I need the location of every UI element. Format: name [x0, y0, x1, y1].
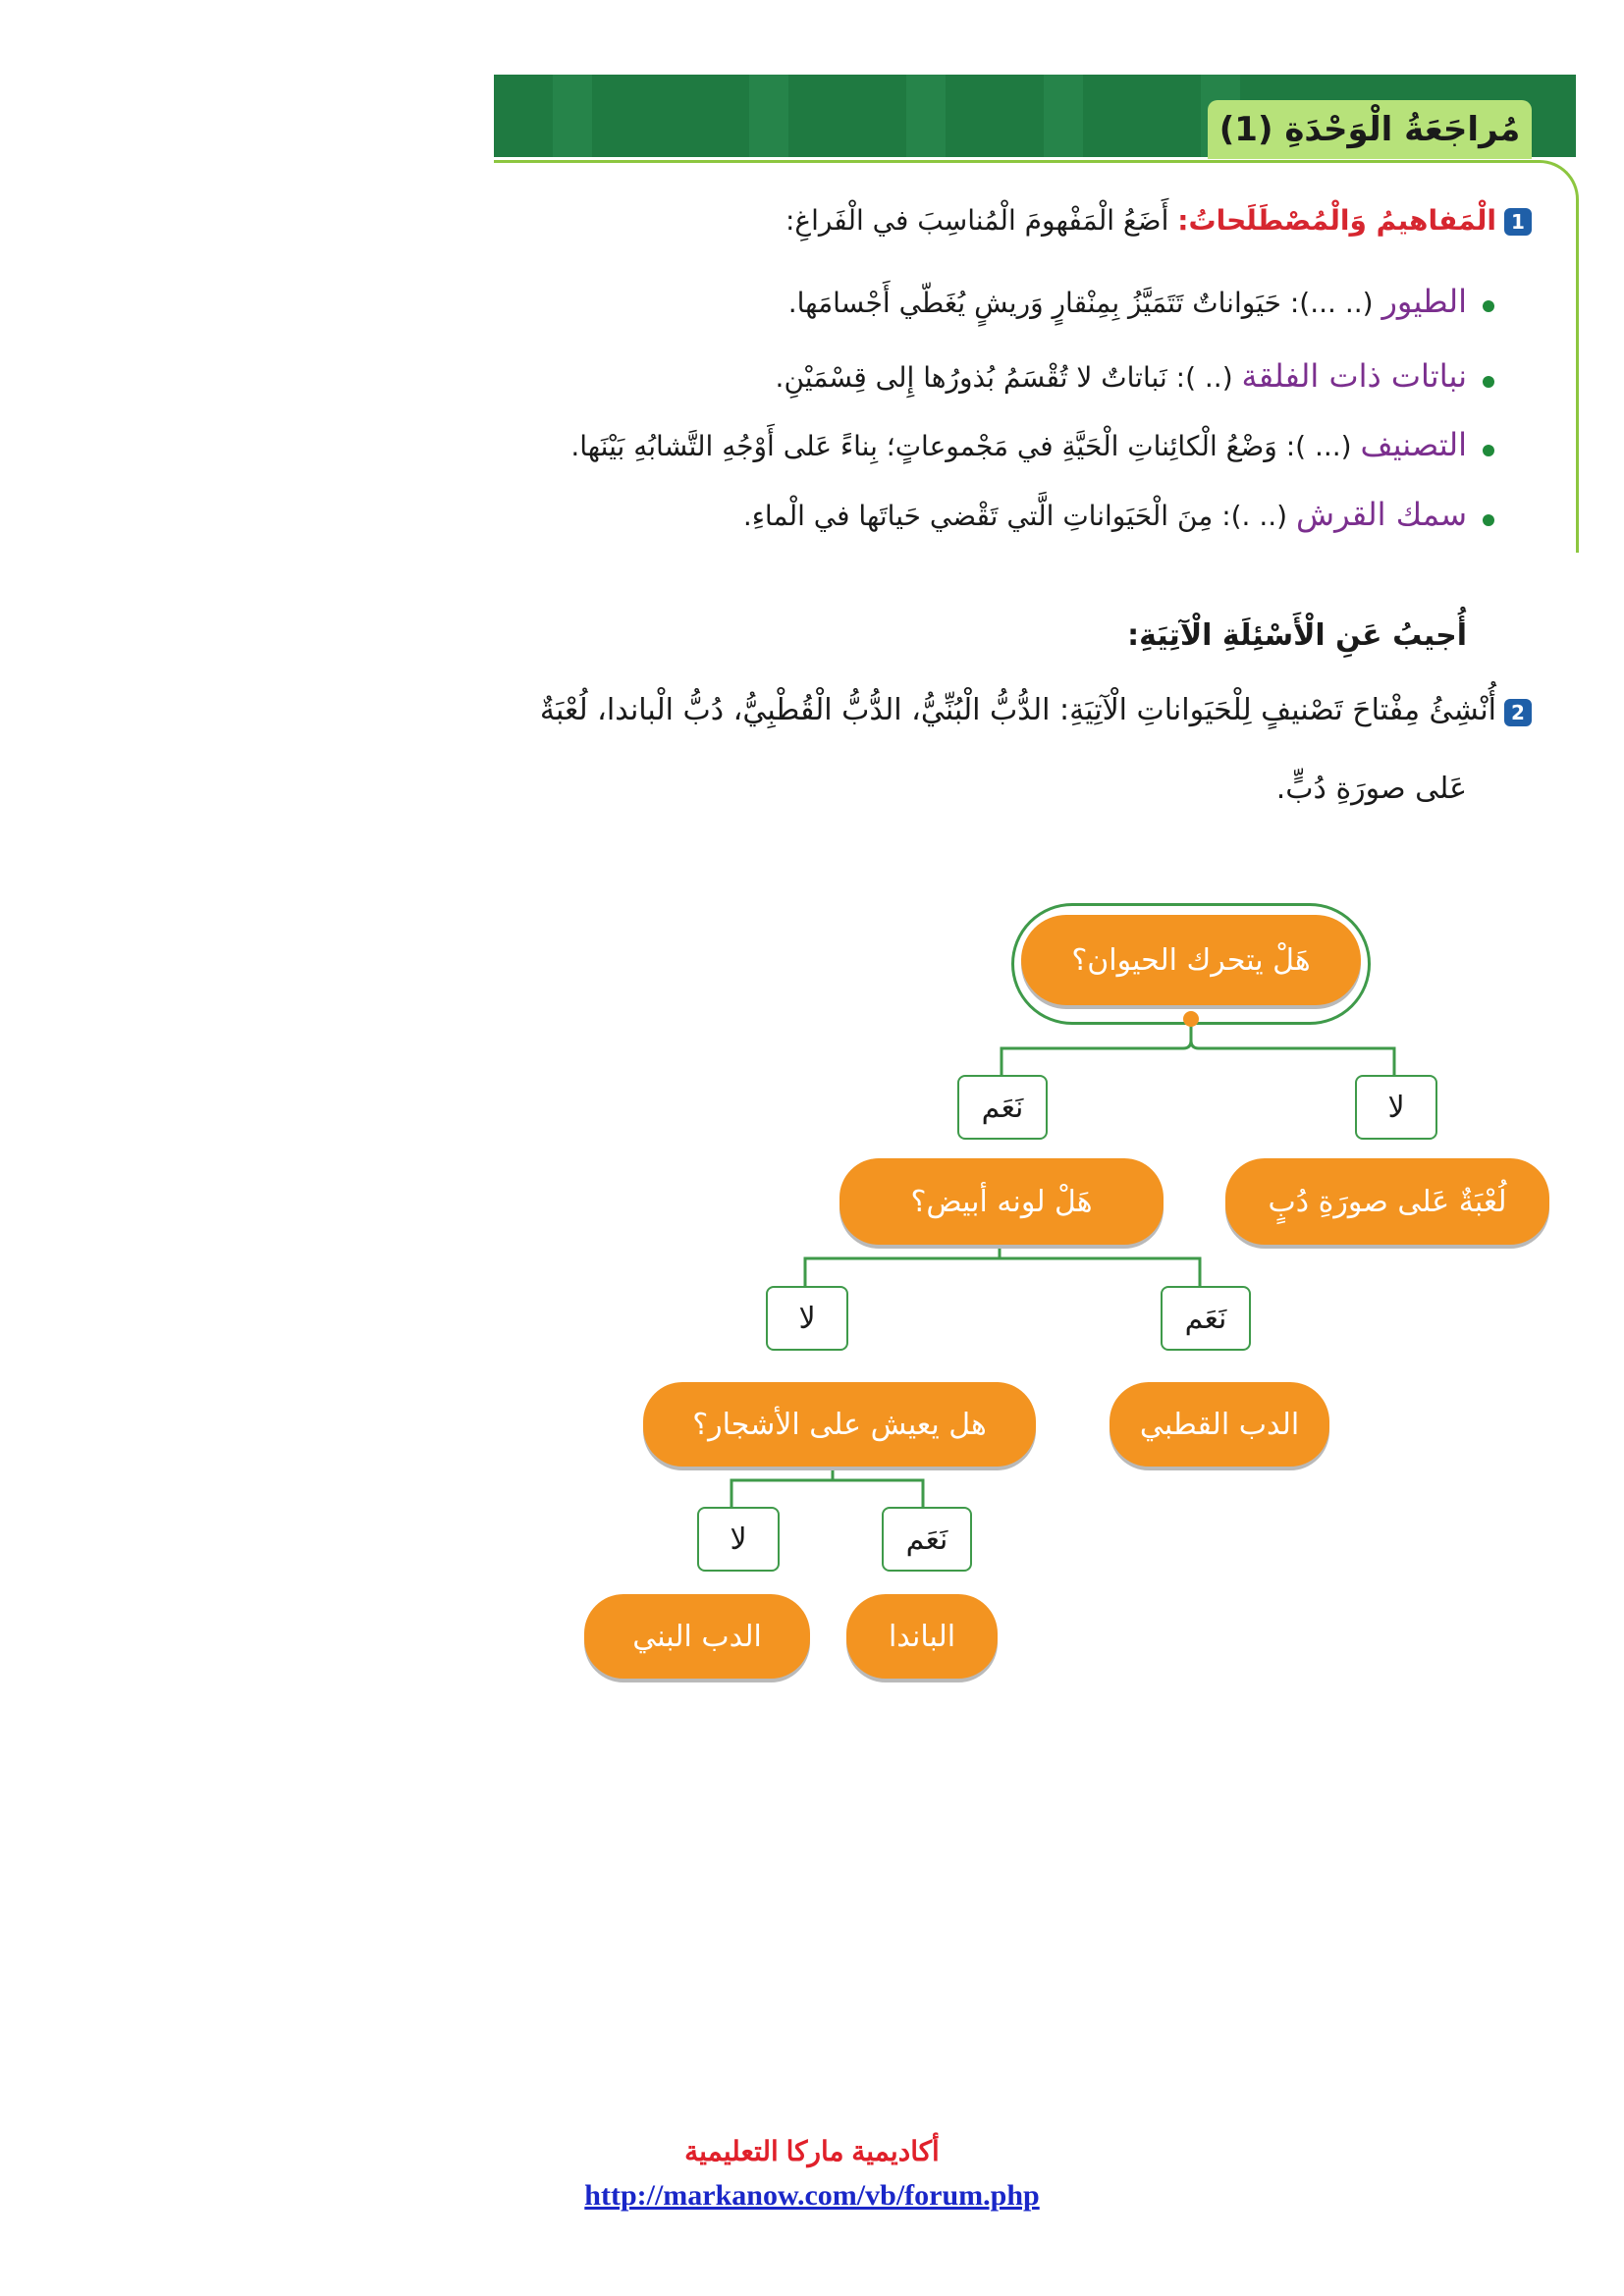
- question-is-white: هَلْ لونه أبيض؟: [839, 1158, 1164, 1245]
- footer-forum-link[interactable]: http://markanow.com/vb/forum.php: [584, 2179, 1040, 2212]
- concept-text-2: (.. ): نَباتاتٌ لا تُقْسَمُ بُذورُها إِلى قِسْمَيْنِ.: [775, 361, 1233, 394]
- concept-answer-2: نباتات ذات الفلقة: [1241, 357, 1467, 395]
- section-1-badge: 1: [1504, 208, 1532, 236]
- concept-text-4: (.. .): مِنَ الْحَيَواناتِ الَّتي تَقْضي حَياتَها في الْماءِ.: [742, 500, 1288, 532]
- label-yes-trees: نَعَم: [882, 1507, 972, 1572]
- section-1-instruction: أَضَعُ الْمَفْهومَ الْمُناسِبَ في الْفَراغِ:: [785, 204, 1169, 237]
- section-1-heading: الْمَفاهيمُ وَالْمُصْطَلَحاتُ:: [1177, 204, 1496, 237]
- label-yes-moves: نَعَم: [957, 1075, 1048, 1140]
- concept-answer-1: الطيور: [1381, 283, 1467, 320]
- leaf-toy-bear: لُعْبَةٌ عَلى صورَةِ دُبٍ: [1225, 1158, 1549, 1245]
- leaf-panda: الباندا: [846, 1594, 998, 1679]
- label-no-white: لا: [766, 1286, 848, 1351]
- label-no-moves: لا: [1355, 1075, 1437, 1140]
- tree-root-question: هَلْ يتحرك الحيوان؟: [1021, 915, 1361, 1005]
- section-2-line-2: عَلى صورَةِ دُبٍّ.: [1275, 772, 1467, 806]
- concept-answer-4: سمك القرش: [1296, 496, 1467, 533]
- root-connector-dot: [1183, 1011, 1199, 1027]
- concept-answer-3: التصنيف: [1360, 426, 1467, 463]
- label-yes-white: نَعَم: [1161, 1286, 1251, 1351]
- concept-text-1: (.. ...): حَيَواناتٌ تَتَمَيَّزُ بِمِنْقارٍ وَريشٍ يُغَطّي أَجْسامَها.: [787, 287, 1374, 319]
- answer-questions-prompt: أُجيبُ عَنِ الْأَسْئِلَةِ الْآتِيَةِ:: [1127, 618, 1467, 653]
- question-lives-in-trees: هل يعيش على الأشجار؟: [643, 1382, 1036, 1467]
- section-2-line-1: أُنْشِئُ مِفْتاحَ تَصْنيفٍ لِلْحَيَواناتِ الْآتِيَةِ: الدُّبُّ الْبُنِّيُّ، الدُّبُّ الْقُطْبِيُّ، دُبُّ الْباندا، لُعْبَةٌ: [539, 693, 1496, 727]
- concept-text-3: (... ): وَضْعُ الْكائِناتِ الْحَيَّةِ في مَجْموعاتٍ؛ بِناءً عَلى أَوْجُهِ التَّشابُهِ بَيْنَها.: [570, 430, 1352, 462]
- label-no-trees: لا: [697, 1507, 780, 1572]
- section-2-badge: 2: [1504, 699, 1532, 726]
- leaf-polar-bear: الدب القطبي: [1110, 1382, 1329, 1467]
- leaf-brown-bear: الدب البني: [584, 1594, 810, 1679]
- footer-academy-name: أكاديمية ماركا التعليمية: [684, 2136, 940, 2166]
- unit-review-title: مُراجَعَةُ الْوَحْدَةِ (1): [1208, 100, 1532, 159]
